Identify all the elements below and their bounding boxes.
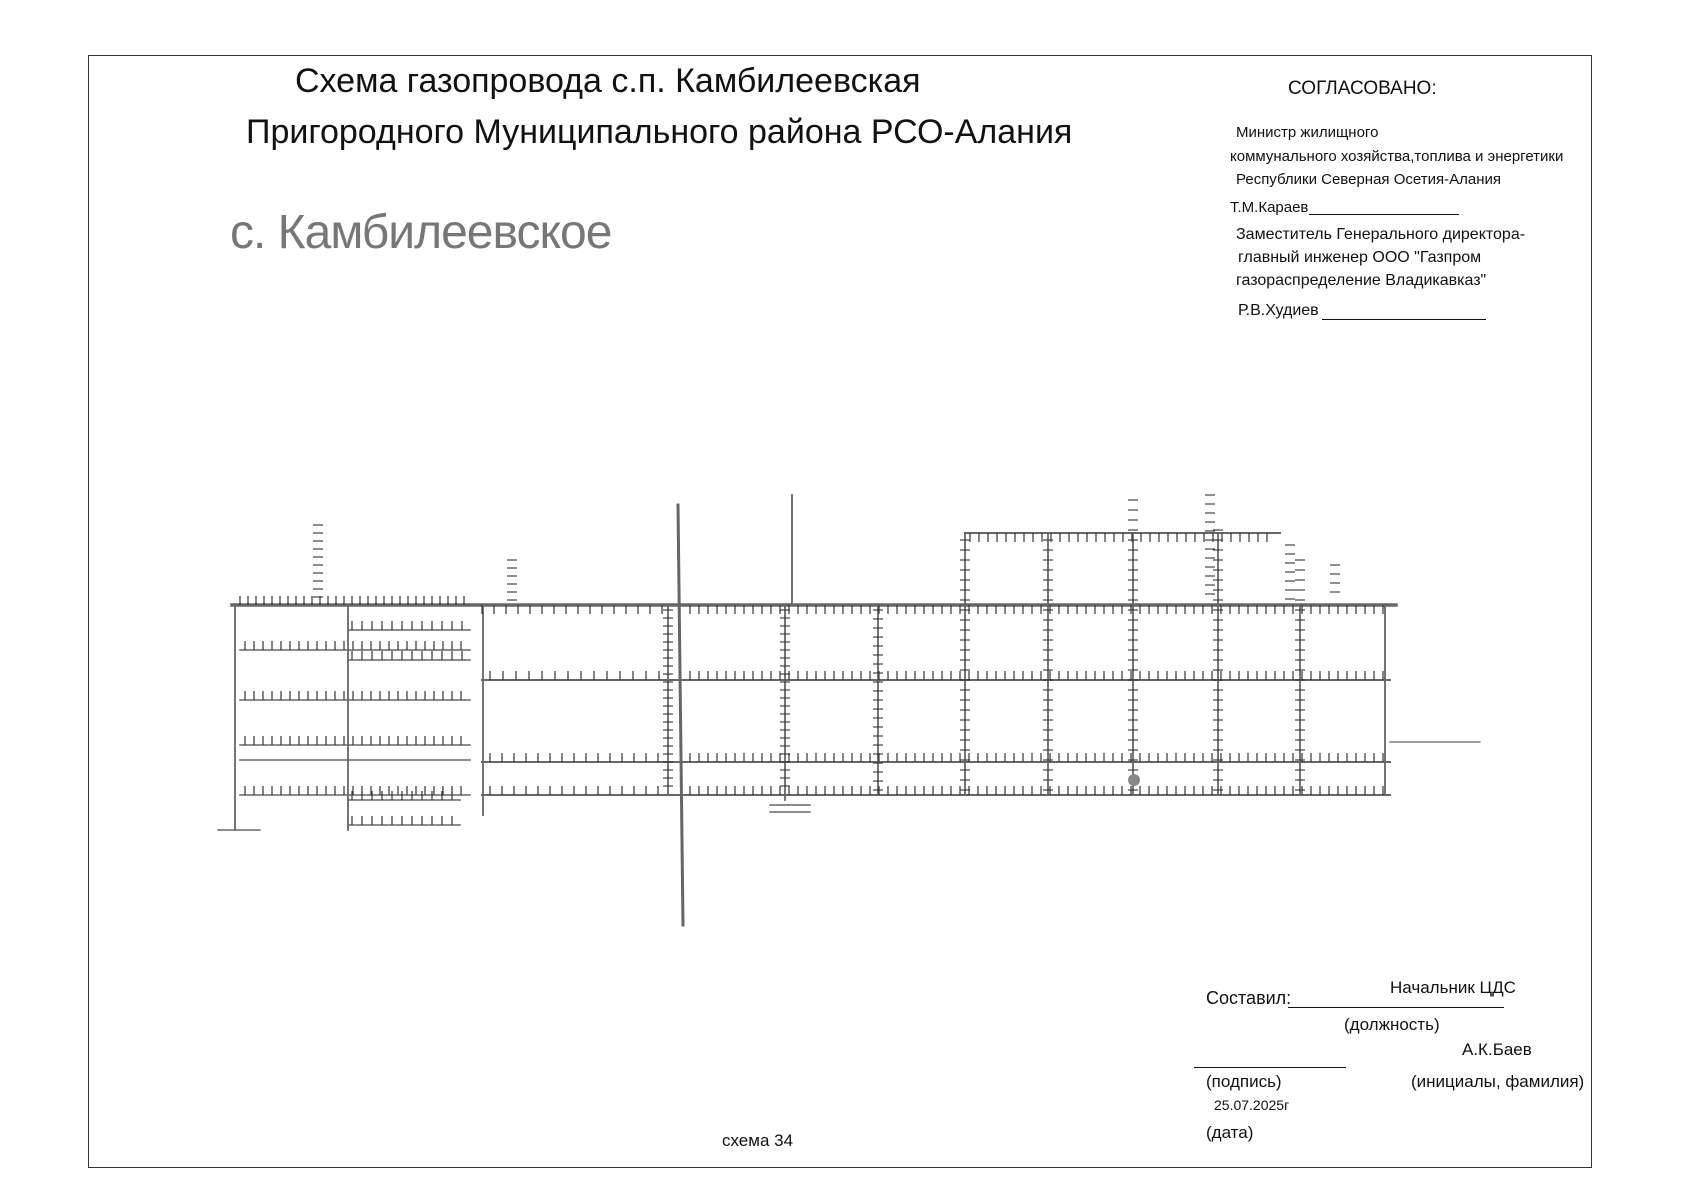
deputy-name: Р.В.Худиев bbox=[1238, 302, 1319, 319]
name-value: А.К.Баев bbox=[1462, 1040, 1532, 1059]
name-caption: (инициалы, фамилия) bbox=[1411, 1072, 1585, 1091]
minister-line-3: Республики Северная Осетия-Алания bbox=[1236, 171, 1501, 188]
date-value: 25.07.2025г bbox=[1214, 1097, 1290, 1113]
position-caption: (должность) bbox=[1344, 1015, 1440, 1034]
high-pressure-pipeline bbox=[678, 505, 683, 925]
compiled-label: Составил: bbox=[1206, 988, 1292, 1008]
minister-line-1: Министр жилищного bbox=[1236, 124, 1379, 141]
signature-caption: (подпись) bbox=[1206, 1072, 1282, 1091]
title-line-2: Пригородного Муниципального района РСО-Алания bbox=[246, 113, 1073, 151]
deputy-line-3: газораспределение Владикавказ" bbox=[1236, 272, 1487, 289]
position-value: Начальник ЦДС bbox=[1390, 978, 1516, 997]
scheme-label: схема 34 bbox=[722, 1131, 794, 1150]
minister-name: Т.М.Караев bbox=[1230, 199, 1309, 216]
approval-heading: СОГЛАСОВАНО: bbox=[1288, 78, 1437, 99]
minister-line-2: коммунального хозяйства,топлива и энергетики bbox=[1230, 148, 1564, 165]
title-line-1: Схема газопровода с.п. Камбилеевская bbox=[295, 62, 921, 100]
deputy-line-1: Заместитель Генерального директора- bbox=[1236, 226, 1526, 243]
village-name: с. Камбилеевское bbox=[230, 206, 612, 259]
valve-marker bbox=[1128, 774, 1140, 786]
deputy-line-2: главный инженер ООО "Газпром bbox=[1238, 249, 1482, 266]
date-caption: (дата) bbox=[1206, 1123, 1254, 1142]
